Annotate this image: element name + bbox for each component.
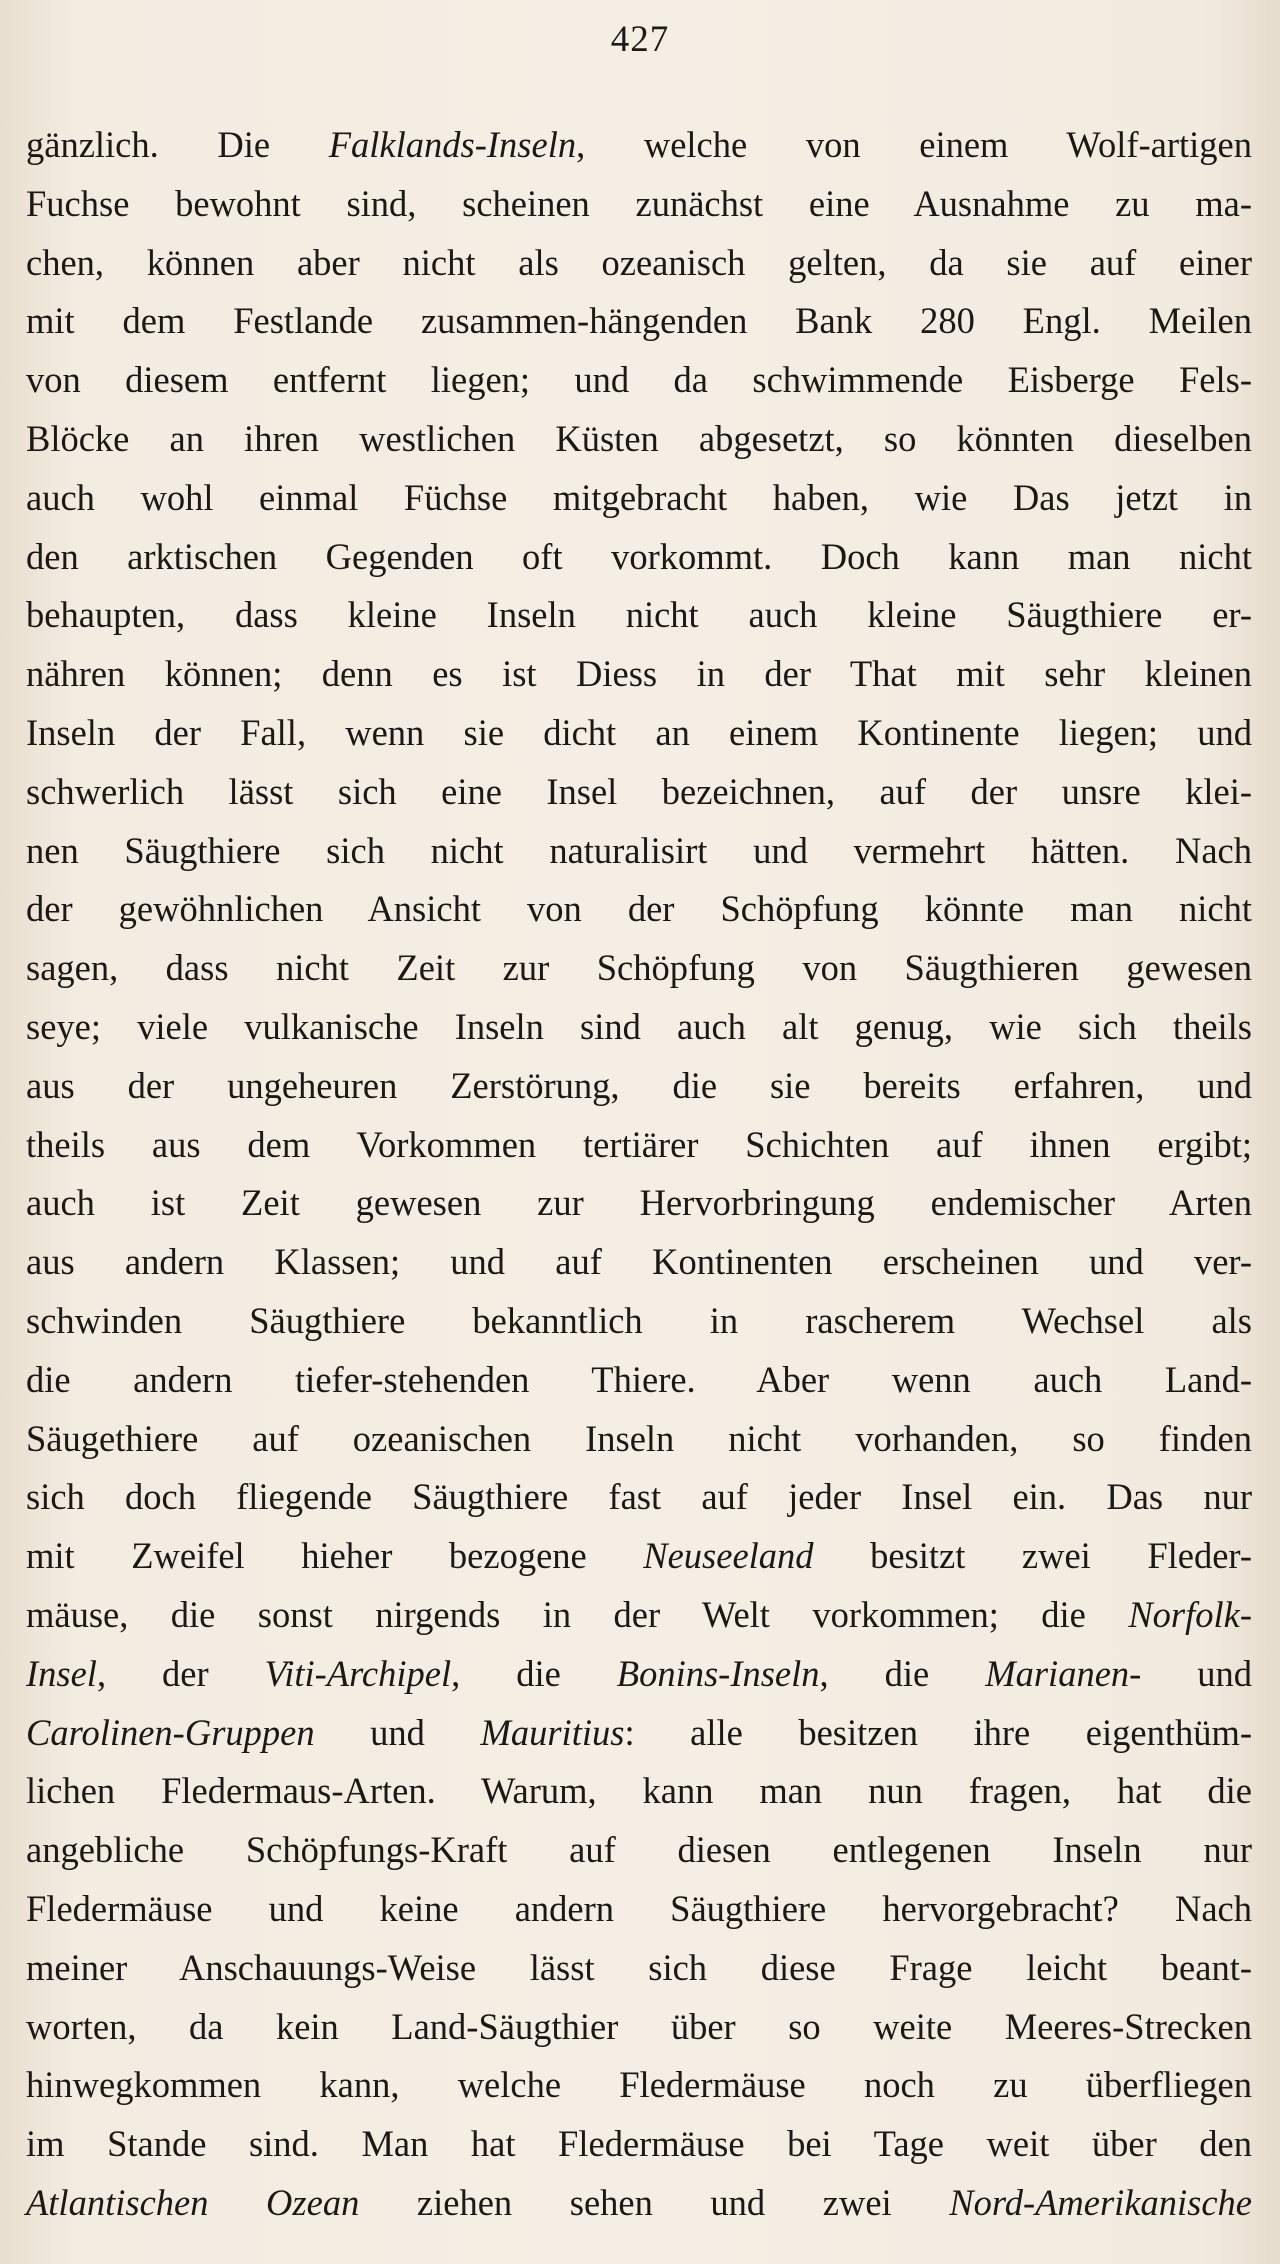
text-segment: behaupten, dass kleine Inseln nicht auch kleine Säugthiere er- xyxy=(26,594,1252,636)
text-line xyxy=(26,351,1252,410)
text-line xyxy=(26,2056,1252,2115)
text-line xyxy=(26,1586,1252,1645)
text-line xyxy=(26,939,1252,998)
text-line xyxy=(26,1057,1252,1116)
text-line xyxy=(26,763,1252,822)
text-segment: Säugethiere auf ozeanischen Inseln nicht vorhanden, so finden xyxy=(26,1417,1252,1459)
text-line xyxy=(26,1527,1252,1586)
text-line xyxy=(26,1410,1252,1469)
text-line xyxy=(26,822,1252,881)
text-segment: Fledermäuse und keine andern Säugthiere hervorgebracht? Nach xyxy=(26,1887,1252,1929)
text-segment: , die xyxy=(819,1652,986,1694)
text-line xyxy=(26,175,1252,234)
text-segment: theils aus dem Vorkommen tertiärer Schichten auf ihnen ergibt; xyxy=(26,1123,1252,1165)
text-line xyxy=(26,586,1252,645)
text-line xyxy=(26,1116,1252,1175)
text-segment: und xyxy=(314,1711,481,1753)
text-line xyxy=(26,1998,1252,2057)
text-line xyxy=(26,1645,1252,1704)
text-segment: hinwegkommen kann, welche Fledermäuse noch zu überfliegen xyxy=(26,2064,1252,2106)
italic-place-name: Viti-Archipel xyxy=(264,1652,452,1694)
text-segment: worten, da kein Land-Säugthier über so weite Meeres-Strecken xyxy=(26,2005,1252,2047)
text-line xyxy=(26,292,1252,351)
text-segment: , der xyxy=(96,1652,265,1694)
text-line xyxy=(26,1704,1252,1763)
italic-place-name: Neuseeland xyxy=(643,1535,814,1577)
italic-place-name: Carolinen-Gruppen xyxy=(26,1711,315,1753)
text-line xyxy=(26,645,1252,704)
italic-place-name: Bonins-Inseln xyxy=(616,1652,820,1694)
text-segment: aus der ungeheuren Zerstörung, die sie bereits erfahren, und xyxy=(26,1064,1252,1106)
text-line xyxy=(26,1233,1252,1292)
text-line xyxy=(26,1351,1252,1410)
italic-place-name: Norfolk- xyxy=(1128,1593,1252,1635)
text-segment: die andern tiefer-stehenden Thiere. Aber wenn auch Land- xyxy=(26,1358,1252,1400)
text-segment: gänzlich. Die xyxy=(26,124,329,165)
italic-place-name: Marianen- xyxy=(985,1652,1142,1694)
text-segment: von diesem entfernt liegen; und da schwimmende Eisberge Fels- xyxy=(26,359,1252,401)
text-line xyxy=(26,1292,1252,1351)
text-segment: und xyxy=(1141,1652,1253,1694)
text-segment: Inseln der Fall, wenn sie dicht an einem Kontinente liegen; und xyxy=(26,711,1252,753)
italic-place-name: Falklands-Inseln xyxy=(328,124,577,165)
text-segment: chen, können aber nicht als ozeanisch gelten, da sie auf einer xyxy=(26,241,1252,283)
text-segment: sich doch fliegende Säugthiere fast auf jeder Insel ein. Das nur xyxy=(26,1476,1252,1518)
text-segment: der gewöhnlichen Ansicht von der Schöpfung könnte man nicht xyxy=(26,888,1252,930)
text-segment: im Stande sind. Man hat Fledermäuse bei Tage weit über den xyxy=(26,2123,1252,2165)
italic-place-name: Atlantischen Ozean xyxy=(26,2181,360,2223)
text-segment: Blöcke an ihren westlichen Küsten abgesetzt, so könnten dieselben xyxy=(26,417,1252,459)
text-segment: angebliche Schöpfungs-Kraft auf diesen entlegenen Inseln nur xyxy=(26,1829,1252,1871)
text-line xyxy=(26,234,1252,293)
text-line xyxy=(26,116,1252,175)
text-segment: meiner Anschauungs-Weise lässt sich diese Frage leicht beant- xyxy=(26,1946,1252,1988)
text-line xyxy=(26,880,1252,939)
text-line xyxy=(26,469,1252,528)
text-line xyxy=(26,704,1252,763)
text-segment: seye; viele vulkanische Inseln sind auch alt genug, wie sich theils xyxy=(26,1005,1252,1047)
text-line xyxy=(26,1174,1252,1233)
text-segment: mit dem Festlande zusammen-hängenden Bank 280 Engl. Meilen xyxy=(26,300,1252,342)
text-line xyxy=(26,410,1252,469)
italic-place-name: Insel xyxy=(26,1652,97,1694)
text-segment: besitzt zwei Fleder- xyxy=(813,1535,1252,1577)
text-line xyxy=(26,2115,1252,2174)
text-segment: sagen, dass nicht Zeit zur Schöpfung von Säugthieren gewesen xyxy=(26,947,1252,989)
page-number: 427 xyxy=(610,19,670,60)
text-segment: mäuse, die sonst nirgends in der Welt vorkommen; die xyxy=(26,1593,1129,1635)
text-segment: , die xyxy=(451,1652,617,1694)
text-segment: auch ist Zeit gewesen zur Hervorbringung endemischer Arten xyxy=(26,1182,1252,1224)
text-segment: aus andern Klassen; und auf Kontinenten erscheinen und ver- xyxy=(26,1241,1252,1283)
text-segment: : alle besitzen ihre eigenthüm- xyxy=(624,1711,1253,1753)
text-segment: Fuchse bewohnt sind, scheinen zunächst eine Ausnahme zu ma- xyxy=(26,182,1252,224)
text-segment: nen Säugthiere sich nicht naturalisirt und vermehrt hätten. Nach xyxy=(26,829,1252,871)
text-line xyxy=(26,1939,1252,1998)
text-line xyxy=(26,528,1252,587)
text-segment: , welche von einem Wolf-artigen xyxy=(576,124,1252,165)
text-line xyxy=(26,1821,1252,1880)
body-text xyxy=(26,116,1252,2233)
text-segment: nähren können; denn es ist Diess in der That mit sehr kleinen xyxy=(26,653,1252,695)
text-segment: mit Zweifel hieher bezogene xyxy=(26,1535,644,1577)
italic-place-name: Mauritius xyxy=(480,1711,625,1753)
text-line xyxy=(26,2174,1252,2233)
text-segment: lichen Fledermaus-Arten. Warum, kann man nun fragen, hat die xyxy=(26,1770,1252,1812)
text-line xyxy=(26,1762,1252,1821)
italic-place-name: Nord-Amerikanische xyxy=(949,2181,1253,2223)
text-line xyxy=(26,1880,1252,1939)
text-segment: schwinden Säugthiere bekanntlich in rascherem Wechsel als xyxy=(26,1299,1252,1341)
text-segment: schwerlich lässt sich eine Insel bezeichnen, auf der unsre klei- xyxy=(26,770,1252,812)
text-segment: ziehen sehen und zwei xyxy=(359,2181,950,2223)
text-segment: den arktischen Gegenden oft vorkommt. Doch kann man nicht xyxy=(26,535,1252,577)
text-segment: auch wohl einmal Füchse mitgebracht haben, wie Das jetzt in xyxy=(26,476,1252,518)
text-line xyxy=(26,1468,1252,1527)
text-line xyxy=(26,998,1252,1057)
